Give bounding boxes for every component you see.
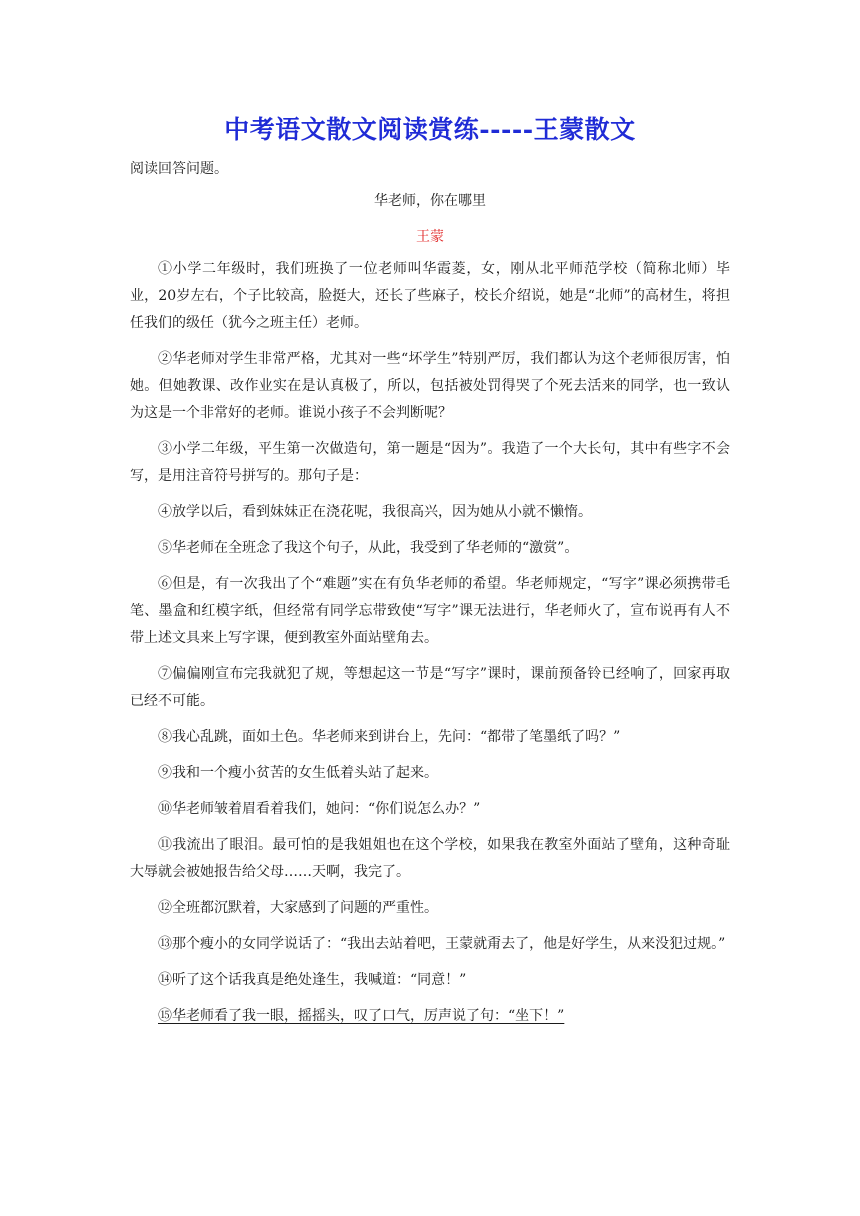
paragraph-2: ②华老师对学生非常严格，尤其对一些“坏学生”特别严厉，我们都认为这个老师很厉害，怕她。但她教课、改作业实在是认真极了，所以，包括被处罚得哭了个死去活来的同学，也一致认为这是一个非常好的老师。谁说小孩子不会判断呢？ <box>130 351 730 421</box>
paragraph-14: ⑭听了这个话我真是绝处逢生，我喊道：“同意！” <box>158 972 467 988</box>
author-name: 王蒙 <box>416 229 444 245</box>
paragraph-15-underlined: ⑮华老师看了我一眼，摇摇头，叹了口气，厉声说了句：“坐下！” <box>158 1008 565 1024</box>
paragraph-4: ④放学以后，看到妹妹正在浇花呢，我很高兴，因为她从小就不懒惰。 <box>158 504 592 520</box>
paragraph-3: ③小学二年级，平生第一次做造句，第一题是“因为”。我造了一个大长句，其中有些字不会写，是用注音符号拼写的。那句子是： <box>130 441 730 484</box>
paragraph-13: ⑬那个瘦小的女同学说话了：“我出去站着吧，王蒙就甭去了，他是好学生，从来没犯过规。” <box>158 936 726 952</box>
paragraph-7: ⑦偏偏刚宣布完我就犯了规，等想起这一节是“写字”课时，课前预备铃已经响了，回家再取已经不可能。 <box>130 666 730 709</box>
story-body <box>130 256 730 1039</box>
story-title: 华老师，你在哪里 <box>374 193 486 209</box>
paragraph-8: ⑧我心乱跳，面如土色。华老师来到讲台上，先问：“都带了笔墨纸了吗？” <box>158 729 621 745</box>
page-title: 中考语文散文阅读赏练-----王蒙散文 <box>224 115 636 144</box>
paragraph-1: ①小学二年级时，我们班换了一位老师叫华霞菱，女，刚从北平师范学校（简称北师）毕业，20岁左右，个子比较高，脸挺大，还长了些麻子，校长介绍说，她是“北师”的高材生，将担任我们的级任（犹今之班主任）老师。 <box>130 261 730 331</box>
paragraph-10: ⑩华老师皱着眉看着我们，她问：“你们说怎么办？” <box>158 801 481 817</box>
paragraph-12: ⑫全班都沉默着，大家感到了问题的严重性。 <box>158 900 438 916</box>
paragraph-11: ⑪我流出了眼泪。最可怕的是我姐姐也在这个学校，如果我在教室外面站了壁角，这种奇耻大辱就会被她报告给父母……天啊，我完了。 <box>130 837 730 880</box>
paragraph-5: ⑤华老师在全班念了我这个句子，从此，我受到了华老师的“激赏”。 <box>158 540 579 556</box>
paragraph-9: ⑨我和一个瘦小贫苦的女生低着头站了起来。 <box>158 765 438 781</box>
paragraph-6: ⑥但是，有一次我出了个“难题”实在有负华老师的希望。华老师规定，“写字”课必须携带毛笔、墨盒和红模字纸，但经常有同学忘带致使“写字”课无法进行，华老师火了，宣布说再有人不带上述文具来上写字课，便到教室外面站壁角去。 <box>130 576 730 646</box>
instruction-text: 阅读回答问题。 <box>130 161 228 177</box>
